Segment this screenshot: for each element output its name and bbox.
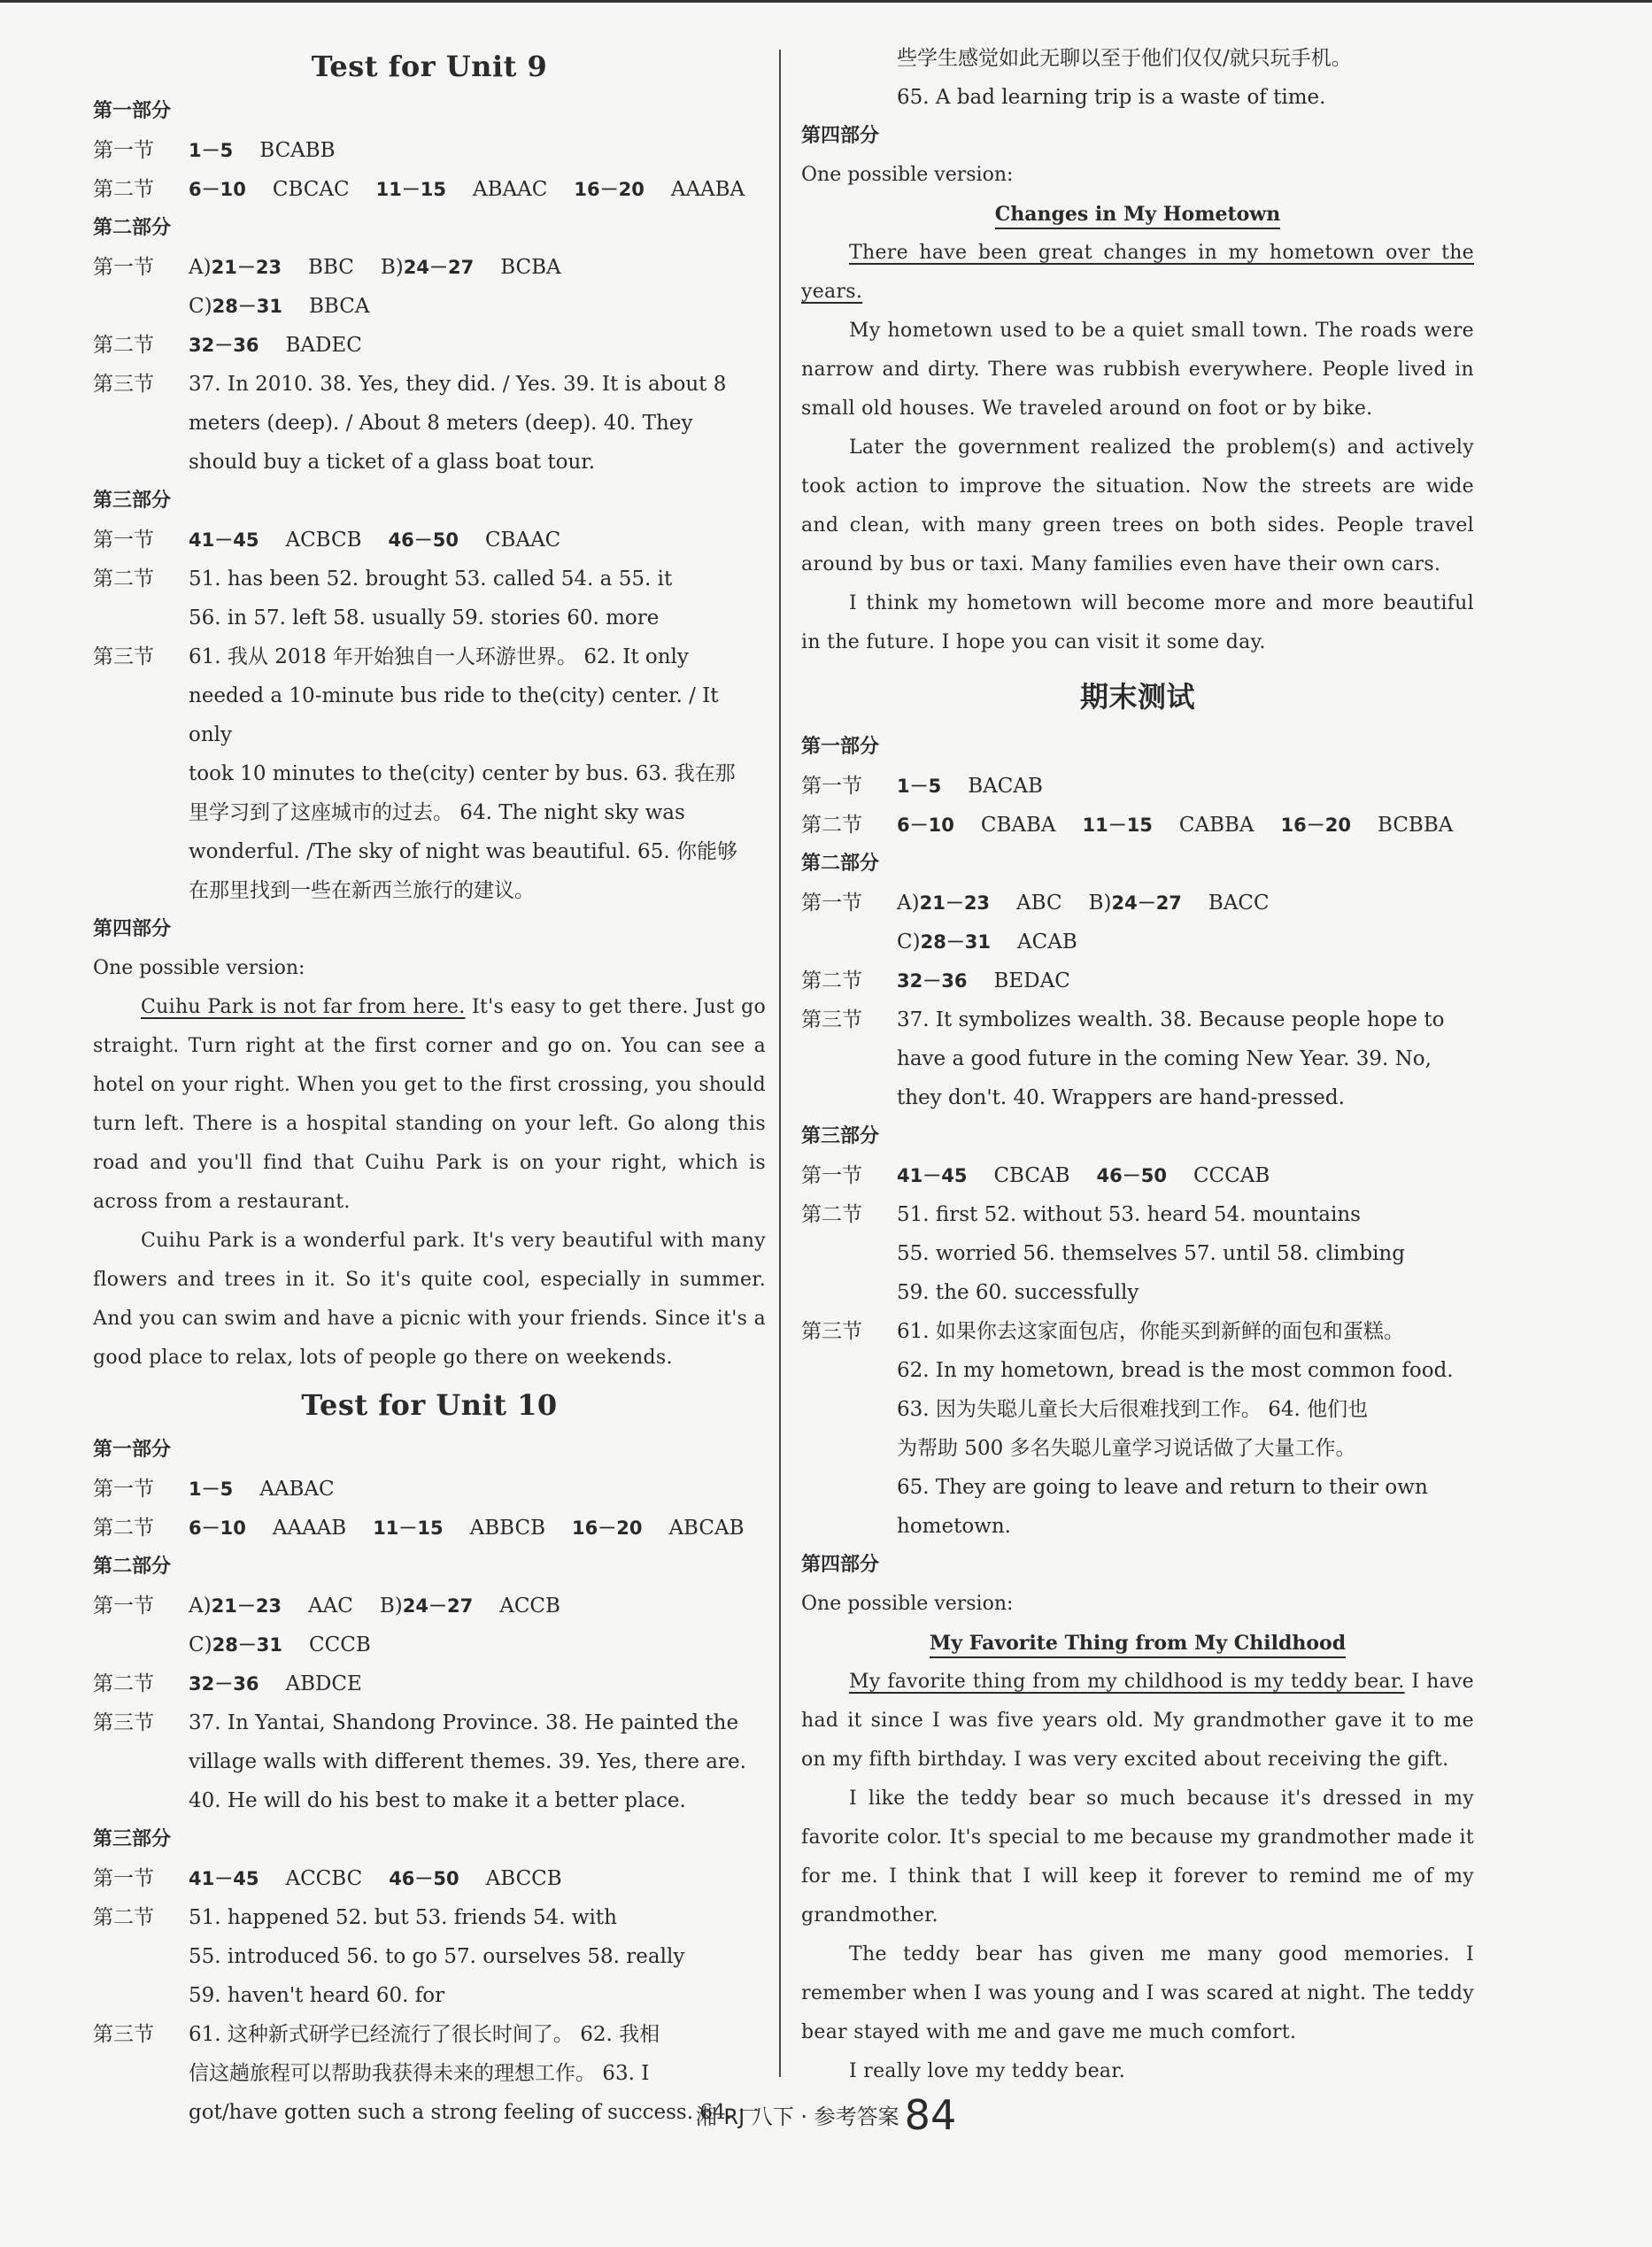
unit9-p2-s1-c <box>93 287 766 326</box>
paragraph-text: It's easy to get there. Just go straight. Turn right at the first corner and go on. You can see a hotel on your right. When you get to the first crossing, you should turn left. There is a hospital standing on your left. Go along this road and you'll find that Cuihu Park is on your right, which is across from a restaurant. <box>93 996 767 1213</box>
answer: CBCAB <box>993 1164 1070 1187</box>
answer-line: 61. 这种新式研学已经流行了很长时间了。 62. 我相 <box>189 2023 660 2046</box>
essay-paragraph <box>801 234 1474 312</box>
essay-paragraph: I really love my teddy bear. <box>849 2060 1125 2082</box>
passage-label: B) <box>379 1595 403 1618</box>
answer: BADEC <box>285 334 362 357</box>
answer-line: they don't. 40. Wrappers are hand-pressed. <box>897 1086 1345 1109</box>
answer-line: hometown. <box>897 1515 1011 1538</box>
question-range: 24－27 <box>1111 892 1182 914</box>
answer-line: 37. In Yantai, Shandong Province. 38. He painted the <box>189 1711 739 1734</box>
unit10-part3-heading: 第三部分 <box>93 1828 172 1850</box>
answer-line: 37. It symbolizes wealth. 38. Because people hope to <box>897 1008 1445 1031</box>
topic-sentence: Cuihu Park is not far from here. <box>141 996 466 1018</box>
final-p1-s1 <box>801 767 1474 806</box>
right-column <box>801 39 1474 2091</box>
answer: BBCA <box>309 295 370 318</box>
final-essay <box>801 1663 1474 2091</box>
section-label: 第二节 <box>93 1906 154 1929</box>
section-label: 第一节 <box>801 775 862 798</box>
passage-label: C) <box>897 930 921 954</box>
unit10-essay <box>801 234 1474 662</box>
section-label: 第三节 <box>93 1711 154 1734</box>
unit10-p2-s2 <box>93 1664 766 1703</box>
unit10-part1-heading: 第一部分 <box>93 1439 172 1461</box>
unit9-p2-s1 <box>93 248 766 287</box>
unit10-p3-s3 <box>93 2015 766 2054</box>
section-label: 第三节 <box>93 2023 154 2046</box>
answer-line: 51. happened 52. but 53. friends 54. with <box>189 1906 617 1929</box>
answer: CBABA <box>980 814 1056 837</box>
question-range: 28－31 <box>212 296 283 317</box>
answer-line: 些学生感觉如此无聊以至于他们仅仅/就只玩手机。 <box>897 47 1352 70</box>
unit9-p1-s2 <box>93 170 766 209</box>
final-p2-s1-c <box>801 923 1474 961</box>
essay-title-text: Changes in My Hometown <box>995 203 1281 229</box>
question-range: 21－23 <box>919 892 991 914</box>
question-range: 32－36 <box>189 335 259 356</box>
question-range: 46－50 <box>1096 1165 1167 1186</box>
answer-line: 40. He will do his best to make it a better place. <box>189 1789 686 1812</box>
answer: ABCAB <box>668 1517 745 1540</box>
question-range: 41－45 <box>897 1165 968 1186</box>
answer: CCCB <box>309 1633 371 1656</box>
question-range: 32－36 <box>897 970 968 992</box>
section-label: 第二节 <box>93 334 154 357</box>
section-label: 第三节 <box>93 645 154 668</box>
answer: CCCAB <box>1193 1164 1270 1187</box>
passage-label: B) <box>1088 892 1112 915</box>
question-range: 6－10 <box>897 815 954 836</box>
answer: BCBA <box>500 256 561 279</box>
answer: ABC <box>1016 892 1062 915</box>
question-range: 28－31 <box>212 1634 283 1656</box>
final-part4-heading: 第四部分 <box>801 1554 880 1576</box>
answer: CABBA <box>1178 814 1254 837</box>
question-range: 11－15 <box>375 179 447 200</box>
final-p2-s3 <box>801 1000 1474 1039</box>
answer-line: 59. the 60. successfully <box>897 1281 1139 1304</box>
answer: ABDCE <box>285 1672 362 1695</box>
unit9-part2-heading: 第二部分 <box>93 217 172 239</box>
page-footer <box>0 2091 1652 2139</box>
essay-title <box>801 195 1474 234</box>
answer-line: 在那里找到一些在新西兰旅行的建议。 <box>189 879 535 902</box>
question-range: 16－20 <box>571 1517 643 1539</box>
final-part2-heading: 第二部分 <box>801 853 880 875</box>
section-label: 第二节 <box>93 1517 154 1540</box>
passage-label: A) <box>189 256 212 279</box>
question-range: 11－15 <box>373 1517 444 1539</box>
top-rule <box>0 0 1652 3</box>
question-range: 1－5 <box>897 776 942 797</box>
question-range: 21－23 <box>211 257 282 278</box>
answer: ACCB <box>499 1595 560 1618</box>
answer-line: 信这趟旅程可以帮助我获得未来的理想工作。 63. I <box>189 2062 650 2085</box>
passage-label: A) <box>897 892 920 915</box>
section-label: 第二节 <box>801 814 862 837</box>
section-label: 第一节 <box>801 1164 862 1187</box>
section-label: 第一节 <box>93 529 154 552</box>
passage-label: B) <box>380 256 404 279</box>
section-label: 第二节 <box>801 1203 862 1226</box>
question-range: 41－45 <box>189 1868 259 1889</box>
answer: AAC <box>308 1595 353 1618</box>
section-label: 第三节 <box>801 1320 862 1343</box>
answer-line: 51. first 52. without 53. heard 54. mountains <box>897 1203 1361 1226</box>
answer-line: 61. 如果你去这家面包店，你能买到新鲜的面包和蛋糕。 <box>897 1320 1404 1343</box>
answer-line: 51. has been 52. brought 53. called 54. a 55. it <box>189 568 673 591</box>
passage-label: C) <box>189 1633 212 1656</box>
column-divider <box>779 50 781 2077</box>
unit9-essay <box>93 988 766 1378</box>
question-range: 24－27 <box>403 257 475 278</box>
answer: ABAAC <box>473 178 548 201</box>
question-range: 28－31 <box>920 931 992 953</box>
essay-paragraph: My hometown used to be a quiet small town. The roads were narrow and dirty. There was rubbish everywhere. People lived in small old houses. We traveled around on foot or by bike. <box>801 320 1474 420</box>
topic-sentence: My favorite thing from my childhood is my teddy bear. <box>849 1671 1405 1693</box>
final-p2-s2 <box>801 961 1474 1000</box>
question-range: 24－27 <box>402 1595 474 1617</box>
unit10-p1-s1 <box>93 1470 766 1509</box>
section-label: 第二节 <box>93 178 154 201</box>
answer: ACCBC <box>285 1867 363 1890</box>
answer: BCBBA <box>1378 814 1454 837</box>
section-label: 第二节 <box>801 969 862 992</box>
answer-line: 里学习到了这座城市的过去。 64. The night sky was <box>189 801 685 824</box>
question-range: 46－50 <box>389 1868 459 1889</box>
left-column <box>93 44 766 2132</box>
unit9-part1-heading: 第一部分 <box>93 100 172 122</box>
unit10-title: Test for Unit 10 <box>301 1388 558 1422</box>
essay-paragraph: Cuihu Park is a wonderful park. It's very beautiful with many flowers and trees in it. So it's quite cool, especially in summer. And you can swim and have a picnic with your friends. Since it's a good place to relax, lots of people go there on weekends. <box>93 1230 766 1369</box>
question-range: 16－20 <box>574 179 645 200</box>
answer: CBCAC <box>272 178 350 201</box>
unit10-p3-s1 <box>93 1859 766 1898</box>
unit9-part4-heading: 第四部分 <box>93 918 172 940</box>
question-range: 46－50 <box>388 529 459 551</box>
unit10-p2-s1-c <box>93 1625 766 1664</box>
section-label: 第一节 <box>93 256 154 279</box>
answer-line: 65. A bad learning trip is a waste of time. <box>897 86 1326 109</box>
answer-line: took 10 minutes to the(city) center by bus. 63. 我在那 <box>189 762 736 785</box>
answer-line: 62. In my hometown, bread is the most common food. <box>897 1359 1454 1382</box>
answer-line: should buy a ticket of a glass boat tour. <box>189 451 596 474</box>
question-range: 1－5 <box>189 140 234 161</box>
final-p2-s1 <box>801 884 1474 923</box>
section-label: 第一节 <box>93 1867 154 1890</box>
answer: BBC <box>308 256 354 279</box>
unit10-p2-s3 <box>93 1703 766 1742</box>
page-number: 84 <box>904 2091 957 2139</box>
possible-version-label: One possible version: <box>801 1593 1014 1615</box>
essay-paragraph <box>93 988 766 1222</box>
final-p1-s2 <box>801 806 1474 845</box>
answer-line: 63. 因为失聪儿童长大后很难找到工作。 64. 他们也 <box>897 1398 1369 1421</box>
question-range: 6－10 <box>189 179 246 200</box>
unit9-p3-s2 <box>93 560 766 598</box>
answer: BACAB <box>968 775 1043 798</box>
unit10-p3-s2 <box>93 1898 766 1937</box>
unit9-p2-s3 <box>93 365 766 404</box>
paragraph-text: I have had it since I was five years old. My grandmother gave it to me on my fifth birthday. I was very excited about receiving the gift. <box>801 1671 1475 1771</box>
unit9-p1-s1 <box>93 131 766 170</box>
answer-line: 61. 我从 2018 年开始独自一人环游世界。 62. It only <box>189 645 689 668</box>
unit10-p2-s1 <box>93 1587 766 1625</box>
answer: BEDAC <box>993 969 1070 992</box>
answer: AAABA <box>670 178 745 201</box>
section-label: 第三节 <box>801 1008 862 1031</box>
answer-line: 56. in 57. left 58. usually 59. stories 60. more <box>189 606 660 629</box>
question-range: 21－23 <box>211 1595 282 1617</box>
question-range: 6－10 <box>189 1517 246 1539</box>
unit9-part3-heading: 第三部分 <box>93 490 172 512</box>
answer-line: 为帮助 500 多名失聪儿童学习说话做了大量工作。 <box>897 1437 1356 1460</box>
question-range: 11－15 <box>1082 815 1153 836</box>
answer: ABBCB <box>469 1517 545 1540</box>
answer: CBAAC <box>484 529 561 552</box>
answer-line: wonderful. /The sky of night was beautiful. 65. 你能够 <box>189 840 737 863</box>
answer-line: got/have gotten such a strong feeling of success. 64. 一 <box>189 2101 760 2124</box>
essay-paragraph <box>801 1663 1474 1780</box>
essay-paragraph: I think my hometown will become more and more beautiful in the future. I hope you can visit it some day. <box>801 592 1474 653</box>
answer-line: 55. worried 56. themselves 57. until 58. climbing <box>897 1242 1405 1265</box>
answer-line: 65. They are going to leave and return to their own <box>897 1476 1428 1499</box>
essay-paragraph: The teddy bear has given me many good memories. I remember when I was young and I was scared at night. The teddy bear stayed with me and gave me much comfort. <box>801 1943 1474 2043</box>
unit9-p3-s1 <box>93 521 766 560</box>
answer: ACBCB <box>285 529 362 552</box>
unit10-part4-heading: 第四部分 <box>801 125 880 147</box>
essay-title <box>801 1624 1474 1663</box>
answer: AABAC <box>259 1478 335 1501</box>
unit9-p3-s3 <box>93 637 766 676</box>
answer: BCABB <box>259 139 336 162</box>
section-label: 第二节 <box>93 568 154 591</box>
answer-line: meters (deep). / About 8 meters (deep). 40. They <box>189 412 693 435</box>
topic-sentence: There have been great changes in my hometown over the years. <box>801 242 1474 303</box>
unit9-title: Test for Unit 9 <box>311 50 548 83</box>
answer-line: 37. In 2010. 38. Yes, they did. / Yes. 39. It is about 8 <box>189 373 727 396</box>
answer-line: 55. introduced 56. to go 57. ourselves 58. really <box>189 1945 685 1968</box>
footer-label: 湘 RJ 八下 · 参考答案 <box>695 2104 899 2129</box>
final-part1-heading: 第一部分 <box>801 736 880 758</box>
final-p3-s1 <box>801 1156 1474 1195</box>
section-label: 第三节 <box>93 373 154 396</box>
answer-line: 59. haven't heard 60. for <box>189 1984 445 2007</box>
section-label: 第一节 <box>93 139 154 162</box>
question-range: 1－5 <box>189 1479 234 1500</box>
essay-paragraph: Later the government realized the problem(s) and actively took action to improve the situation. Now the streets are wide and clean, with many green trees on both sides. People travel around by bus or taxi. Many families even have their own cars. <box>801 436 1474 575</box>
passage-label: A) <box>189 1595 212 1618</box>
answer: BACC <box>1208 892 1270 915</box>
section-label: 第一节 <box>93 1595 154 1618</box>
question-range: 41－45 <box>189 529 259 551</box>
essay-paragraph: I like the teddy bear so much because it's dressed in my favorite color. It's special to me because my grandmother made it for me. I think that I will keep it forever to remind me of my grandmother. <box>801 1788 1474 1927</box>
answer-line: needed a 10-minute bus ride to the(city) center. / It only <box>189 684 719 746</box>
unit9-p2-s2 <box>93 326 766 365</box>
final-part3-heading: 第三部分 <box>801 1125 880 1147</box>
section-label: 第一节 <box>93 1478 154 1501</box>
answer-line: have a good future in the coming New Year. 39. No, <box>897 1047 1432 1070</box>
unit10-p1-s2 <box>93 1509 766 1548</box>
question-range: 16－20 <box>1280 815 1351 836</box>
final-test-title: 期末测试 <box>1079 680 1195 714</box>
passage-label: C) <box>189 295 212 318</box>
answer: ABCCB <box>485 1867 562 1890</box>
essay-title-text: My Favorite Thing from My Childhood <box>930 1632 1346 1658</box>
final-p3-s2 <box>801 1195 1474 1234</box>
question-range: 32－36 <box>189 1673 259 1695</box>
answer: AAAAB <box>272 1517 347 1540</box>
section-label: 第二节 <box>93 1672 154 1695</box>
possible-version-label: One possible version: <box>801 164 1014 186</box>
section-label: 第一节 <box>801 892 862 915</box>
answer: ACAB <box>1017 930 1077 954</box>
unit10-part2-heading: 第二部分 <box>93 1556 172 1578</box>
answer-line: village walls with different themes. 39. Yes, there are. <box>189 1750 746 1773</box>
possible-version-label: One possible version: <box>93 957 305 979</box>
final-p3-s3 <box>801 1312 1474 1351</box>
